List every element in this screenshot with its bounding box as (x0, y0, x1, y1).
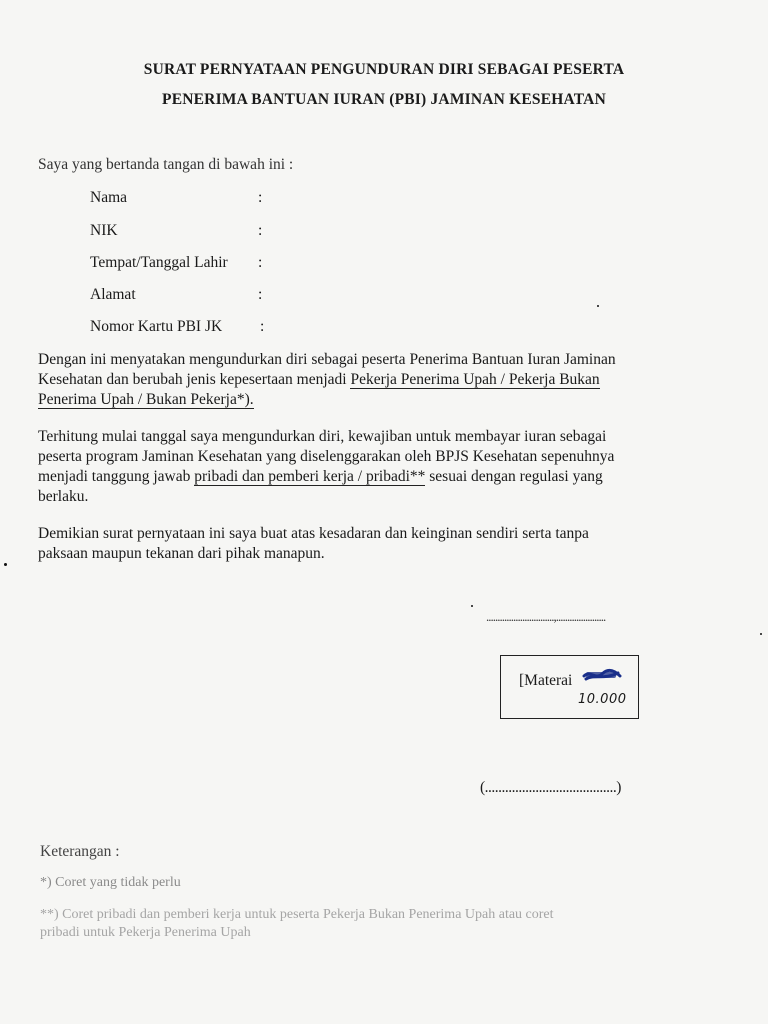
scan-speck (597, 305, 599, 307)
field-label: Nomor Kartu PBI JK (90, 318, 223, 335)
note-2 (40, 906, 720, 942)
field-label: Nama (90, 189, 128, 206)
scan-speck (471, 605, 473, 607)
field-colon: : (258, 189, 263, 206)
notes-heading: Keterangan : (40, 843, 120, 860)
paragraph-text: Kesehatan dan berubah jenis kepesertaan menjadi (38, 371, 351, 388)
paragraph-text: sesuai dengan regulasi yang (425, 468, 603, 485)
paragraph-line: paksaan maupun tekanan dari pihak manapun. (38, 545, 325, 562)
stamp-handwritten-value: 10.000 (578, 692, 627, 707)
stamp-label: [Materai (519, 672, 573, 689)
place-date-line: ..............................,...................... (486, 609, 606, 624)
paragraph-line (38, 467, 706, 487)
note-2-line: **) Coret pribadi dan pemberi kerja untuk peserta Pekerja Bukan Penerima Upah atau coret (40, 907, 554, 922)
signature-name-line: (.......................................) (480, 779, 621, 796)
note-2-line: pribadi untuk Pekerja Penerima Upah (40, 925, 251, 940)
scan-speck (4, 563, 7, 566)
paragraph-closing (38, 524, 706, 564)
field-label: NIK (90, 222, 118, 239)
document-title-line-1: SURAT PERNYATAAN PENGUNDURAN DIRI SEBAGAI PESERTA (143, 61, 625, 78)
underlined-text: Pekerja Penerima Upah / Pekerja Bukan (350, 371, 600, 388)
intro-text: Saya yang bertanda tangan di bawah ini : (38, 156, 294, 173)
field-colon: : (258, 254, 263, 271)
paragraph-line: peserta program Jaminan Kesehatan yang diselenggarakan oleh BPJS Kesehatan sepenuhnya (38, 448, 615, 465)
ink-scribble-icon (582, 668, 622, 682)
field-colon: : (260, 318, 265, 335)
note-1: *) Coret yang tidak perlu (40, 875, 181, 890)
document-title-line-2: PENERIMA BANTUAN IURAN (PBI) JAMINAN KESEHATAN (162, 91, 606, 108)
paragraph-line: Terhitung mulai tanggal saya mengundurkan diri, kewajiban untuk membayar iuran sebagai (38, 428, 607, 445)
paragraph-statement (38, 350, 706, 410)
paragraph-obligation (38, 427, 706, 507)
scan-speck (760, 633, 762, 635)
underlined-text: pribadi dan pemberi kerja / pribadi** (194, 468, 426, 485)
field-colon: : (258, 222, 263, 239)
paragraph-line: berlaku. (38, 488, 89, 505)
paragraph-line: Demikian surat pernyataan ini saya buat atas kesadaran dan keinginan sendiri serta tanpa (38, 525, 589, 542)
underlined-text: Penerima Upah / Bukan Pekerja*). (38, 391, 254, 408)
paragraph-line (38, 370, 706, 390)
paragraph-line (38, 390, 706, 410)
field-colon: : (258, 286, 263, 303)
paragraph-text: menjadi tanggung jawab (38, 468, 195, 485)
field-label: Tempat/Tanggal Lahir (90, 254, 228, 271)
paragraph-line: Dengan ini menyatakan mengundurkan diri sebagai peserta Penerima Bantuan Iuran Jaminan (38, 351, 616, 368)
field-label: Alamat (90, 286, 136, 303)
stamp-box (500, 655, 639, 719)
